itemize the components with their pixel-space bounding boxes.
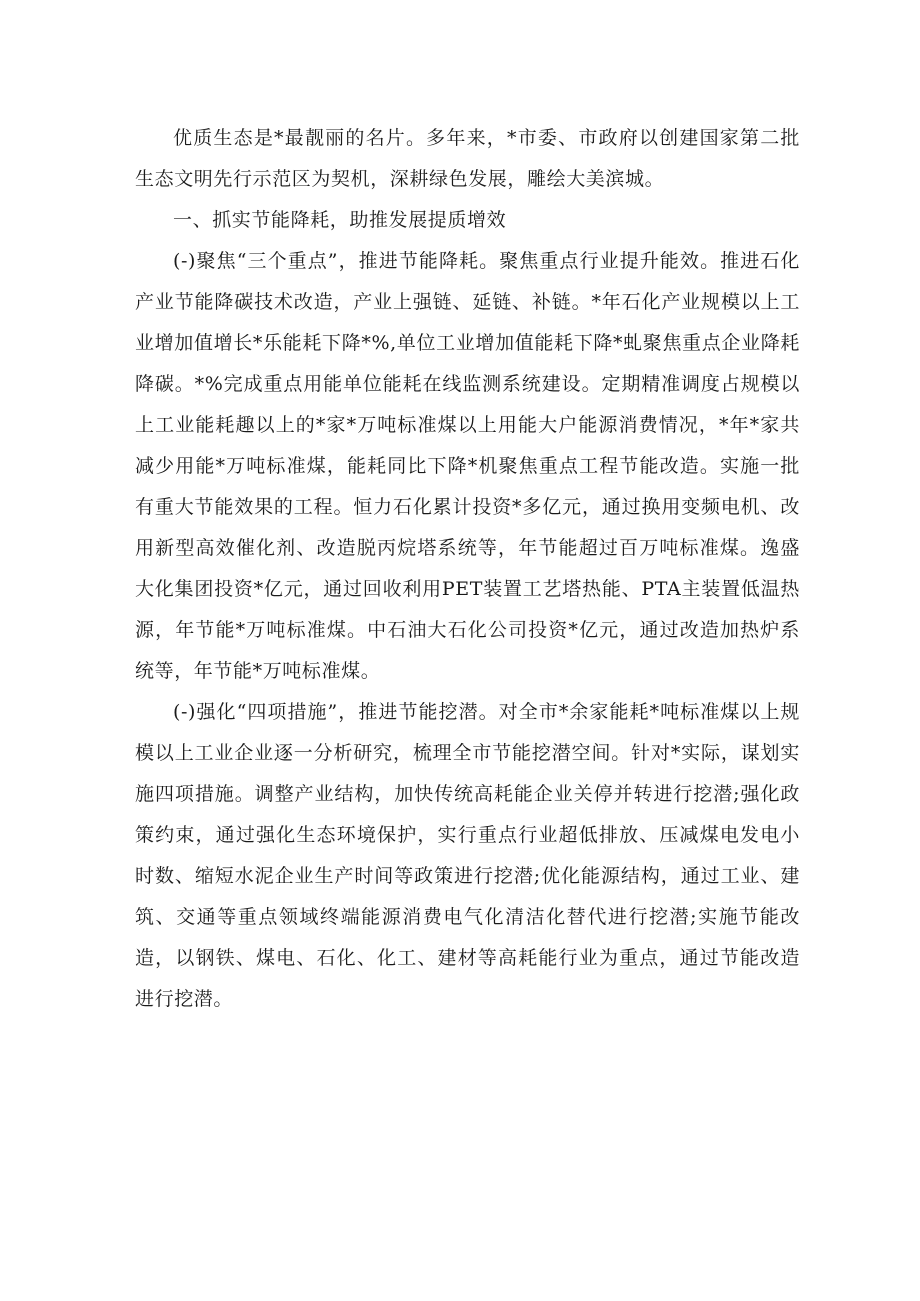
intro-paragraph: 优质生态是*最靓丽的名片。多年来，*市委、市政府以创建国家第二批生态文明先行示范区为契机，深耕绿色发展，雕绘大美滨城。 — [135, 127, 800, 190]
body-paragraph-four-measures: (-)强化“四项措施”，推进节能挖潜。对全市*余家能耗*吨标准煤以上规模以上工业企业逐一分析研究，梳理全市节能挖潜空间。针对*实际，谋划实施四项措施。调整产业结构，加快传统高耗能企业关停并转进行挖潜;强化政策约束，通过强化生态环境保护，实行重点行业超低排放、压减煤电发电小时数、缩短水泥企业生产时间等政策进行挖潜;优化能源结构，通过工业、建筑、交通等重点领域终端能源消费电气化清洁化替代进行挖潜;实施节能改造，以钢铁、煤电、石化、化工、建材等高耗能行业为重点，通过节能改造进行挖潜。 — [135, 701, 800, 1010]
section-heading: 一、抓实节能降耗，助推发展提质增效 — [173, 209, 507, 231]
document-body — [135, 118, 800, 1020]
body-paragraph-energy-saving: (-)聚焦“三个重点”，推进节能降耗。聚焦重点行业提升能效。推进石化产业节能降碳技术改造，产业上强链、延链、补链。*年石化产业规模以上工业增加值增长*乐能耗下降*%,单位工业增加值能耗下降*虬聚焦重点企业降耗降碳。*%完成重点用能单位能耗在线监测系统建设。定期精准调度占规模以上工业能耗趣以上的*家*万吨标准煤以上用能大户能源消费情况，*年*家共减少用能*万吨标准煤，能耗同比下降*机聚焦重点工程节能改造。实施一批有重大节能效果的工程。恒力石化累计投资*多亿元，通过换用变频电机、改用新型高效催化剂、改造脱丙烷塔系统等，年节能超过百万吨标准煤。逸盛大化集团投资*亿元，通过回收利用PET装置工艺塔热能、PTA主装置低温热源，年节能*万吨标准煤。中石油大石化公司投资*亿元，通过改造加热炉系统等，年节能*万吨标准煤。 — [135, 250, 800, 682]
